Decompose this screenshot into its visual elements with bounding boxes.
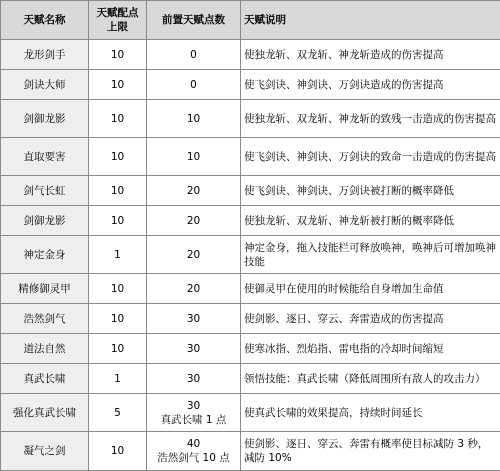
talent-prereq: 0	[147, 40, 241, 70]
table-row	[1, 274, 500, 304]
talent-max-points: 10	[89, 304, 147, 334]
talent-prereq: 20	[147, 236, 241, 274]
talent-name: 真武长啸	[1, 364, 89, 394]
table-row	[1, 432, 500, 471]
talent-prereq-points: 30	[150, 399, 237, 413]
talent-prereq-requirement: 真武长啸 1 点	[150, 413, 237, 427]
talent-max-points: 10	[89, 206, 147, 236]
talent-max-points: 10	[89, 138, 147, 176]
talent-description: 使飞剑诀、神剑诀、万剑诀的致命一击造成的伤害提高	[241, 138, 500, 176]
talent-max-points: 10	[89, 334, 147, 364]
talent-prereq: 30	[147, 334, 241, 364]
table-row	[1, 206, 500, 236]
table-row	[1, 334, 500, 364]
talent-name: 剑气长虹	[1, 176, 89, 206]
talent-name: 强化真武长啸	[1, 394, 89, 432]
talent-description: 使独龙斩、双龙斩、神龙斩造成的伤害提高	[241, 40, 500, 70]
talent-prereq-points: 40	[150, 437, 237, 451]
talent-max-points: 10	[89, 100, 147, 138]
talent-name: 神定金身	[1, 236, 89, 274]
talent-max-points: 1	[89, 364, 147, 394]
talent-name: 精修御灵甲	[1, 274, 89, 304]
talent-prereq: 0	[147, 70, 241, 100]
talent-description: 使独龙斩、双龙斩、神龙斩的致残一击造成的伤害提高	[241, 100, 500, 138]
table-row	[1, 100, 500, 138]
talent-name: 剑诀大师	[1, 70, 89, 100]
talent-name: 浩然剑气	[1, 304, 89, 334]
talent-prereq: 30	[147, 364, 241, 394]
talent-description: 使寒冰指、烈焰指、雷电指的冷却时间缩短	[241, 334, 500, 364]
talent-name: 直取要害	[1, 138, 89, 176]
talent-description: 使飞剑诀、神剑诀、万剑诀造成的伤害提高	[241, 70, 500, 100]
talent-max-points: 1	[89, 236, 147, 274]
table-row	[1, 236, 500, 274]
talent-prereq	[147, 432, 241, 471]
talent-description: 领悟技能：真武长啸（降低周围所有敌人的攻击力）	[241, 364, 500, 394]
talent-description: 使真武长啸的效果提高，持续时间延长	[241, 394, 500, 432]
column-header-max-points: 天赋配点上限	[89, 1, 147, 40]
talent-prereq: 10	[147, 100, 241, 138]
talent-max-points: 10	[89, 176, 147, 206]
talent-name: 龙形剑手	[1, 40, 89, 70]
talent-max-points: 10	[89, 40, 147, 70]
talent-prereq: 20	[147, 274, 241, 304]
talent-description: 神定金身，拖入技能栏可释放唤神，唤神后可增加唤神技能	[241, 236, 500, 274]
talent-prereq: 20	[147, 176, 241, 206]
talent-name: 道法自然	[1, 334, 89, 364]
talent-max-points: 5	[89, 394, 147, 432]
talent-prereq: 30	[147, 304, 241, 334]
talent-prereq: 10	[147, 138, 241, 176]
talent-max-points: 10	[89, 274, 147, 304]
table-row	[1, 70, 500, 100]
talent-description: 使剑影、逐日、穿云、奔雷有概率使目标减防 3 秒，减防 10%	[241, 432, 500, 471]
table-header-row	[1, 1, 500, 40]
column-header-description: 天赋说明	[241, 1, 500, 40]
talent-name: 凝气之剑	[1, 432, 89, 471]
talent-name: 剑御龙影	[1, 100, 89, 138]
talent-prereq	[147, 394, 241, 432]
talent-description: 使御灵甲在使用的时候能给自身增加生命值	[241, 274, 500, 304]
talent-max-points: 10	[89, 432, 147, 471]
talent-description: 使独龙斩、双龙斩、神龙斩被打断的概率降低	[241, 206, 500, 236]
talent-prereq-requirement: 浩然剑气 10 点	[150, 451, 237, 465]
talent-description: 使飞剑诀、神剑诀、万剑诀被打断的概率降低	[241, 176, 500, 206]
table-row	[1, 40, 500, 70]
table-row	[1, 304, 500, 334]
talent-prereq: 20	[147, 206, 241, 236]
table-row	[1, 138, 500, 176]
table-row	[1, 394, 500, 432]
column-header-name: 天赋名称	[1, 1, 89, 40]
column-header-prereq-points: 前置天赋点数	[147, 1, 241, 40]
table-row	[1, 364, 500, 394]
table-row	[1, 176, 500, 206]
talent-description: 使剑影、逐日、穿云、奔雷造成的伤害提高	[241, 304, 500, 334]
talent-name: 剑御龙影	[1, 206, 89, 236]
talent-max-points: 10	[89, 70, 147, 100]
